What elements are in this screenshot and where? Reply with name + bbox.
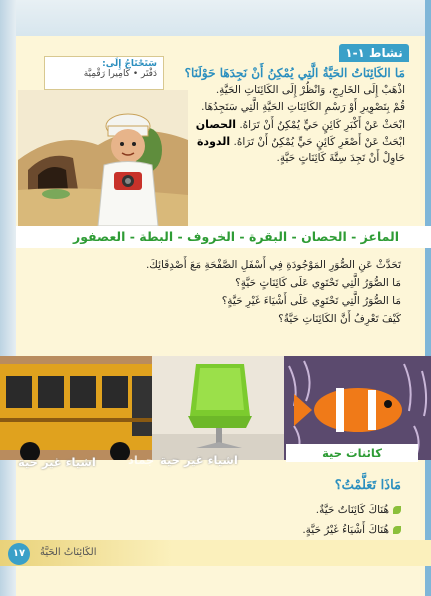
- caption-bus: اشياء غير حية: [18, 455, 96, 469]
- learned-item-text: هُنَاكَ كَائِنَاتٌ حَيَّةٌ.: [315, 504, 389, 516]
- answer-smallest: الدودة: [196, 135, 231, 148]
- learned-item-text: هُنَاكَ أَشْيَاءُ غَيْرُ حَيَّةٍ.: [302, 524, 389, 536]
- instruction-largest-text: ابْحَثْ عَنْ أَكْبَرِ كَائِنٍ حَيٍّ يُمْكِنُ أَنْ تَرَاهُ.: [239, 119, 405, 131]
- caption-chair-ghost: جماد: [128, 453, 155, 467]
- activity-question: مَا الكَائِنَاتُ الحَيَّةُ الَّتِي يُمْكِنُ أَنْ نَجِدَهَا حَوْلَنَا؟: [184, 66, 405, 80]
- instruction-smallest-text: ابْحَثْ عَنْ أَصْغَرِ كَائِنٍ حَيٍّ يُمْكِنُ أَنْ تَرَاهُ.: [233, 136, 405, 148]
- leaf-bullet-icon: [393, 506, 401, 514]
- instruction-smallest: [185, 133, 405, 150]
- learned-item: [201, 500, 401, 520]
- instruction-photograph: قُمْ بِتَصْوِيرِ أَوْ رَسْمِ الكَائِنَاتِ الحَيَّةِ الَّتِي سَتَجِدُهَا.: [201, 101, 405, 113]
- instruction-find-six: حَاوِلْ أَنْ تَجِدَ سِتَّةَ كَائِنَاتٍ حَيَّةٍ.: [276, 152, 405, 164]
- boy-with-camera-illustration: [18, 90, 188, 226]
- instruction-go-outside: اذْهَبْ إِلَى الخَارِجِ، وَانْظُرْ إِلَى الكَائِنَاتِ الحَيَّةِ.: [215, 84, 405, 96]
- discussion-living: مَا الصُّوَرُ الَّتِي تَحْتَوِي عَلَى كَائِنَاتٍ حَيَّةٍ؟: [235, 277, 401, 289]
- learned-list: [201, 500, 401, 540]
- caption-fish: كائنات حية: [286, 444, 418, 462]
- materials-box: [44, 56, 164, 90]
- materials-title: سَتَحْتَاجُ إِلَى:: [102, 59, 157, 69]
- instructions-list: [185, 82, 405, 167]
- discussion-how: كَيْفَ تَعْرِفُ أَنَّ الكَائِنَاتِ حَيَّةٌ؟: [278, 313, 401, 325]
- caption-chair: اشياء غير حية: [160, 453, 238, 467]
- page-number: ١٧: [8, 543, 30, 565]
- answer-six-living-things: الماعز - الحصان - البقرة - الخروف - البطة - العصفور: [16, 226, 431, 248]
- footer-chapter-title: الكَائِنَاتُ الحَيَّةُ: [40, 547, 97, 558]
- left-margin-strip: [0, 0, 16, 596]
- discussion-talk: تَحَدَّثْ عَنِ الصُّوَرِ المَوْجُودَةِ فِي أَسْفَلِ الصَّفْحَةِ مَعَ أَصْدِقَائِكَ.: [145, 259, 401, 271]
- what-i-learned-title: مَاذَا تَعَلَّمْتُ؟: [334, 478, 401, 493]
- instruction-largest: [185, 116, 405, 133]
- leaf-bullet-icon: [393, 526, 401, 534]
- bus-photo: [0, 356, 152, 460]
- right-edge: [425, 0, 431, 596]
- chair-photo: [152, 356, 284, 460]
- materials-items: دَفْتَر • كَامِيرا رَقْمِيَّة: [83, 69, 157, 79]
- top-band: [0, 0, 431, 36]
- activity-tab: نشاط ١-١: [339, 44, 409, 62]
- learned-item: [201, 520, 401, 540]
- discussion-nonliving: مَا الصُّوَرُ الَّتِي تَحْتَوِي عَلَى أَشْيَاءَ غَيْرِ حَيَّةٍ؟: [221, 295, 401, 307]
- discussion-list: [71, 256, 401, 328]
- answer-largest: الحصان: [195, 118, 236, 131]
